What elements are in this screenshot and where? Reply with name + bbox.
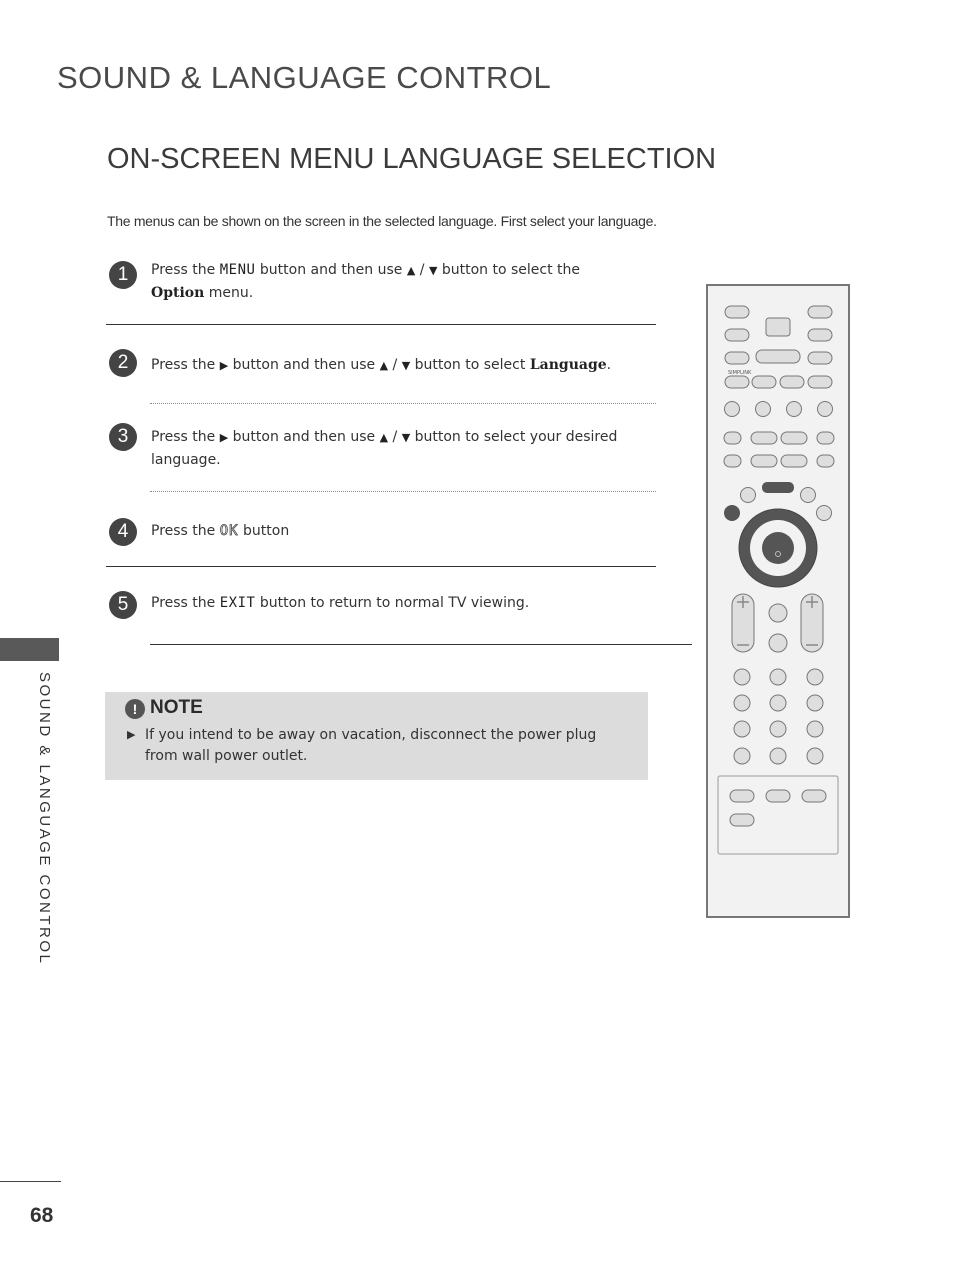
brightness-button: [756, 350, 800, 363]
simplink-label: SIMPLINK: [728, 370, 752, 376]
right-arrow-icon: ▶: [219, 431, 229, 444]
side-tab: [0, 638, 59, 661]
bullet-arrow-icon: ▶: [127, 728, 136, 741]
up-arrow-icon: ▲: [379, 359, 389, 372]
remote-button: [725, 376, 749, 388]
language-label: Language: [529, 357, 607, 373]
divider: [106, 566, 656, 567]
menu-key-label: MENU: [219, 262, 256, 278]
note-box: [105, 692, 648, 780]
step-text: Press the OK button: [151, 523, 290, 539]
up-arrow-icon: ▲: [406, 264, 416, 277]
down-arrow-icon: ▼: [428, 264, 438, 277]
step-number-badge: 4: [109, 518, 137, 546]
ok-key-label: OK: [219, 523, 239, 539]
step-number-badge: 2: [109, 349, 137, 377]
divider-dotted: [150, 403, 656, 404]
remote-control-illustration: [706, 284, 850, 918]
divider-dotted: [150, 491, 656, 492]
remote-button: [725, 306, 749, 318]
footer-rule: [0, 1181, 61, 1182]
step-number-badge: 3: [109, 423, 137, 451]
note-text: If you intend to be away on vacation, disconnect the power plug from wall power outlet.: [145, 727, 597, 764]
step-number-badge: 1: [109, 261, 137, 289]
remote-button: [808, 376, 832, 388]
side-section-label: SOUND & LANGUAGE CONTROL: [36, 672, 53, 966]
remote-button: [752, 376, 776, 388]
down-arrow-icon: ▼: [401, 431, 411, 444]
section-title: SOUND & LANGUAGE CONTROL: [57, 60, 552, 95]
down-arrow-icon: ▼: [401, 359, 411, 372]
ok-button: [762, 532, 794, 564]
step-text: Press the ▶ button and then use ▲ / ▼ button to select Language.: [151, 357, 612, 373]
right-arrow-icon: ▶: [219, 359, 229, 372]
remote-button: [808, 329, 832, 341]
intro-text: The menus can be shown on the screen in the selected language. First select your language.: [107, 213, 657, 229]
exclamation-icon: !: [125, 699, 145, 719]
step-text: Press the MENU button and then use ▲ / ▼ button to select the Option menu.: [151, 262, 581, 301]
step-text: Press the ▶ button and then use ▲ / ▼ button to select your desired language.: [151, 429, 618, 468]
power-button: [766, 318, 790, 336]
exit-key-label: EXIT: [219, 595, 256, 611]
divider: [106, 324, 656, 325]
option-menu-label: Option: [151, 285, 205, 301]
remote-button: [808, 306, 832, 318]
page-heading: ON-SCREEN MENU LANGUAGE SELECTION: [107, 143, 717, 175]
note-title: NOTE: [150, 697, 203, 718]
remote-button: [725, 352, 749, 364]
remote-button: [780, 376, 804, 388]
page-number: 68: [30, 1204, 54, 1227]
step-number-badge: 5: [109, 591, 137, 619]
step-text: Press the EXIT button to return to normal TV viewing.: [151, 595, 530, 611]
up-arrow-icon: ▲: [379, 431, 389, 444]
divider: [150, 644, 692, 645]
remote-button: [808, 352, 832, 364]
input-button: [725, 329, 749, 341]
